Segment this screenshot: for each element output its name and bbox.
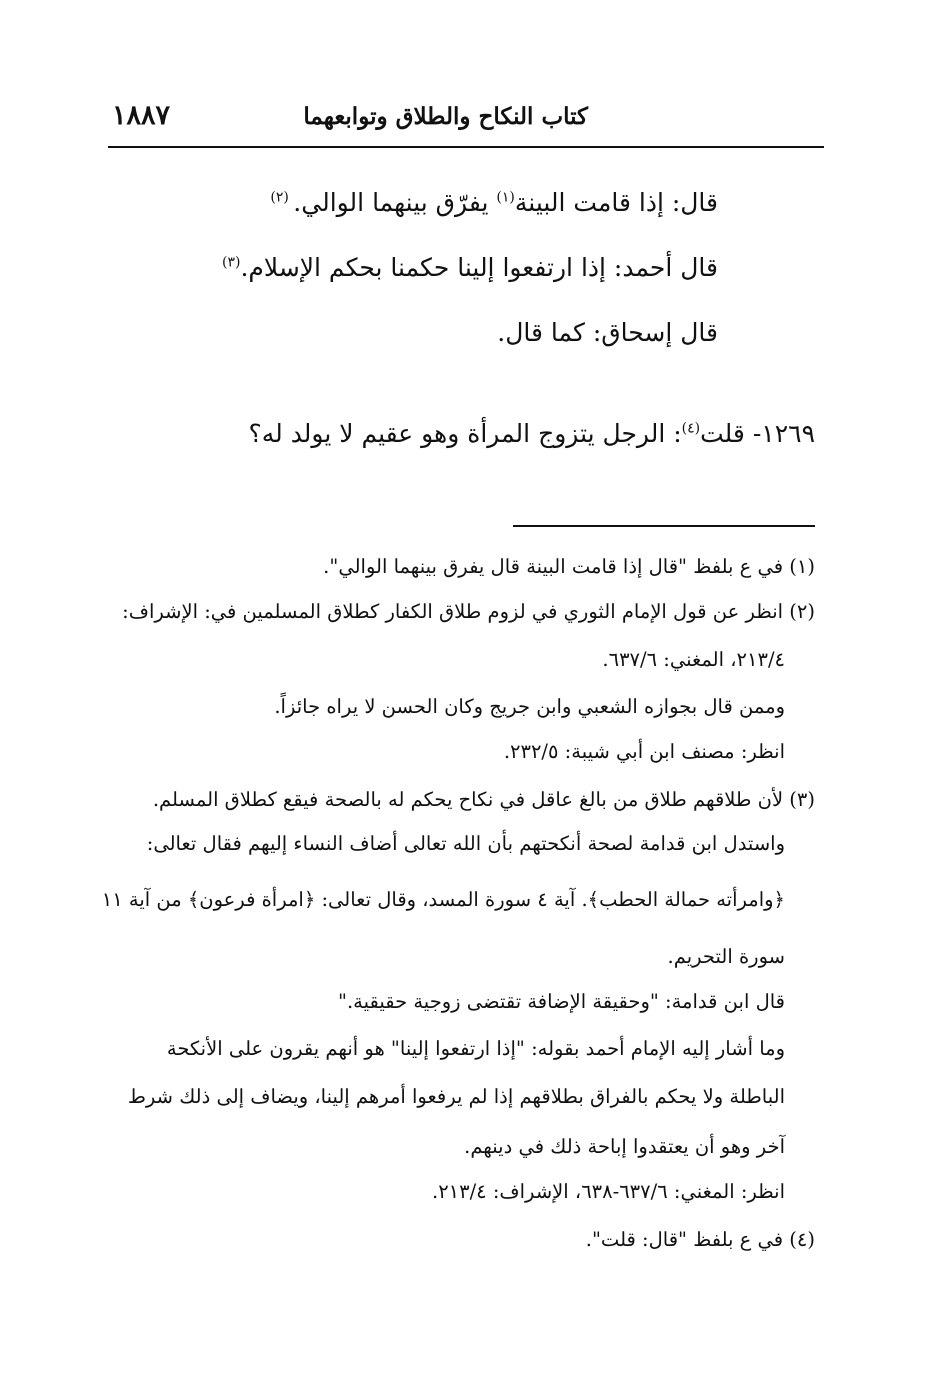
main-line-2-a: قال أحمد: إذا ارتفعوا إلينا حكمنا بحكم الإسلام.	[240, 253, 718, 282]
footnote-ref-1: (١)	[496, 189, 515, 206]
header-rule	[108, 146, 824, 148]
running-header-title: كتاب النكاح والطلاق وتوابعهما	[303, 103, 588, 130]
footnote-1: (١) في ع بلفظ "قال إذا قامت البينة قال يفرق بينهما الوالي".	[323, 555, 815, 578]
question-number: ١٢٦٩- قلت	[700, 419, 815, 448]
question-text: : الرجل يتزوج المرأة وهو عقيم لا يولد له؟	[248, 419, 682, 448]
main-line-1	[270, 188, 718, 217]
footnote-3-line-7: الباطلة ولا يحكم بالفراق بطلاقهم إذا لم يرفعوا أمرهم إلينا، ويضاف إلى ذلك شرط	[127, 1085, 785, 1108]
main-line-3: قال إسحاق: كما قال.	[497, 318, 718, 347]
footnote-3-line-4: سورة التحريم.	[667, 945, 785, 968]
page-number: ١٨٨٧	[112, 100, 171, 131]
footnote-ref-4: (٤)	[681, 420, 701, 437]
footnote-ref-2: (٢)	[270, 189, 294, 206]
footnote-separator	[513, 525, 815, 527]
footnote-2-line-3: وممن قال بجوازه الشعبي وابن جريج وكان الحسن لا يراه جائزاً.	[274, 695, 785, 718]
footnote-3-line-2: واستدل ابن قدامة لصحة أنكحتهم بأن الله تعالى أضاف النساء إليهم فقال تعالى:	[146, 832, 785, 855]
footnote-2-line-4: انظر: مصنف ابن أبي شيبة: ٢٣٢/٥.	[503, 740, 785, 763]
main-line-2	[222, 253, 718, 282]
footnote-3-line-6: وما أشار إليه الإمام أحمد بقوله: "إذا ارتفعوا إلينا" هو أنهم يقرون على الأنكحة	[166, 1037, 785, 1060]
footnote-3: (٣) لأن طلاقهم طلاق من بالغ عاقل في نكاح يحكم له بالصحة فيقع كطلاق المسلم.	[152, 788, 815, 811]
footnote-3-line-5: قال ابن قدامة: "وحقيقة الإضافة تقتضى زوجية حقيقية."	[337, 990, 785, 1013]
footnote-4: (٤) في ع بلفظ "قال: قلت".	[585, 1228, 815, 1251]
footnote-ref-3: (٣)	[222, 254, 241, 271]
footnote-3-line-9: انظر: المغني: ٦٣٧/٦-٦٣٨، الإشراف: ٢١٣/٤.	[431, 1180, 785, 1203]
footnote-3-line-3: ﴿وامرأته حمالة الحطب﴾. آية ٤ سورة المسد، وقال تعالى: ﴿امرأة فرعون﴾ من آية ١١	[101, 888, 785, 911]
footnote-2: (٢) انظر عن قول الإمام الثوري في لزوم طلاق الكفار كطلاق المسلمين في: الإشراف:	[122, 600, 815, 623]
footnote-2-line-2: ٢١٣/٤، المغني: ٦٣٧/٦.	[602, 648, 785, 671]
main-line-1-a: قال: إذا قامت البينة	[514, 188, 718, 217]
footnote-3-line-8: آخر وهو أن يعتقدوا إباحة ذلك في دينهم.	[464, 1135, 785, 1158]
question-1269	[248, 419, 815, 448]
main-line-1-b: يفرّق بينهما الوالي.	[293, 188, 497, 217]
